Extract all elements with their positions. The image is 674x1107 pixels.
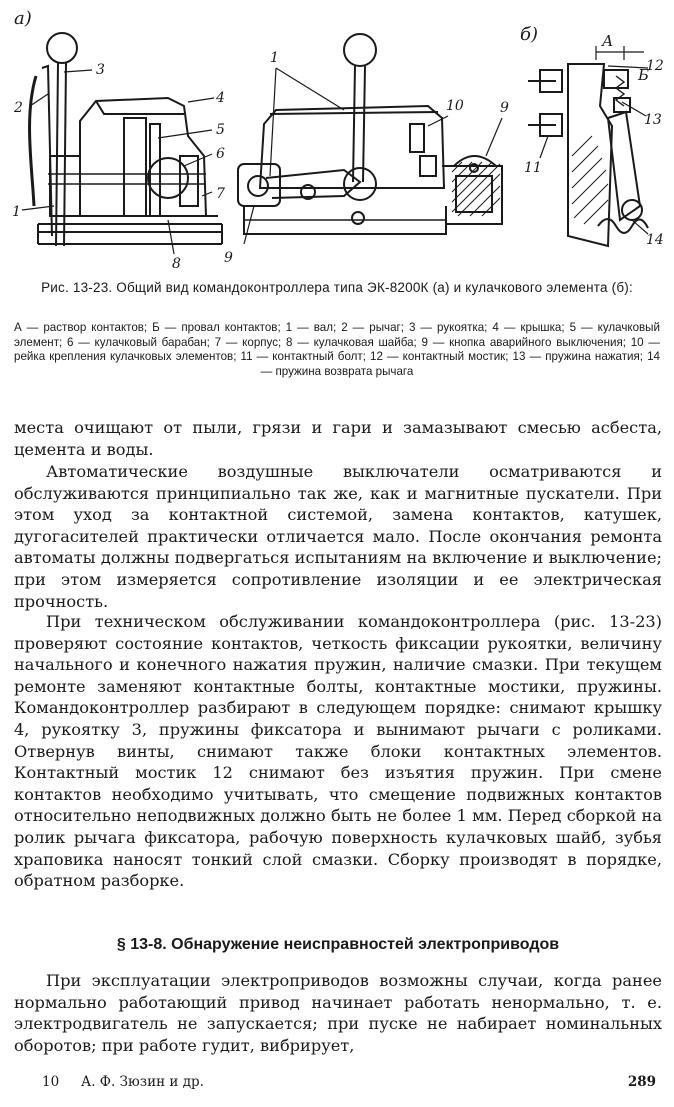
callout-label: 1 — [12, 204, 21, 220]
page-footer — [14, 1074, 660, 1094]
callout-label: 7 — [216, 186, 225, 202]
technical-drawing-figure — [8, 6, 670, 274]
page-number: 289 — [627, 1074, 656, 1090]
callout-label: 9 — [224, 250, 233, 266]
handle-knob-b — [344, 34, 376, 66]
dimension-label-a: А — [602, 32, 614, 50]
handle-knob-a — [47, 33, 77, 63]
figure-hatching — [452, 136, 608, 224]
callout-label: 6 — [216, 146, 225, 162]
controller-drawing — [8, 6, 670, 274]
section-heading: § 13-8. Обнаружение неисправностей электроприводов — [116, 936, 560, 953]
subfigure-label-b: б) — [520, 24, 539, 45]
callout-label: 13 — [644, 112, 662, 128]
callout-label: 2 — [14, 100, 23, 116]
subfigure-label-a: а) — [14, 8, 32, 29]
figure-caption-title: Рис. 13-23. Общий вид командоконтроллера типа ЭК-8200К (а) и кулачкового элемента (б): — [41, 280, 633, 295]
paragraph-circuit-breakers: Автоматические воздушные выключатели осматриваются и обслуживаются принципиально так же, как и магнитные пускатели. При этом уход за контактной системой, замена контактов, катушек, дугогасителей практически отличается мало. После окончания ремонта автоматы должны подвергаться испытаниям на включение и выключение; при этом измеряется сопротивление изоляции и ее электрическая прочность. — [14, 462, 662, 611]
callout-label: 5 — [216, 122, 225, 138]
callout-label: 12 — [646, 58, 664, 74]
paragraph-continuation: места очищают от пыли, грязи и гари и замазывают смесью асбеста, цемента и воды. — [14, 418, 662, 459]
callout-label: 8 — [172, 256, 181, 272]
paragraph-controller-maintenance: При техническом обслуживании командоконтроллера (рис. 13-23) проверяют состояние контактов, четкость фиксации рукоятки, величину начального и конечного нажатия пружин, наличие смазки. При текущем ремонте заменяют контактные болты, контактные мостики, пружины. Командоконтроллер разбирают в следующем порядке: снимают крышку 4, рукоятку 3, пружины фиксатора и вынимают рычаги с роликами. Отвернув винты, снимают также блоки контактных элементов. Контактный мостик 12 снимают без изъятия пружин. При смене контактов необходимо учитывать, что смещение подвижных контактов относительно неподвижных должно быть не более 1 мм. Перед сборкой на ролик рычага фиксатора, рабочую поверхность кулачковых шайб, зубья храповика наносят тонкий слой смазки. Сборку производят в порядке, обратном разборке. — [14, 612, 662, 891]
callout-label: 1 — [270, 50, 279, 66]
callout-label: 4 — [216, 90, 225, 106]
callout-label: 9 — [500, 100, 509, 116]
footer-author: А. Ф. Зюзин и др. — [81, 1074, 204, 1090]
paragraph-fault-detection: При эксплуатации электроприводов возможны случаи, когда ранее нормально работающий привод начинает работать ненормально, т. е. электродвигатель не запускается; при пуске не набирает номинальных оборотов; при работе гудит, вибрирует, — [14, 971, 662, 1055]
callout-label: 10 — [446, 98, 464, 114]
callout-label: 11 — [524, 160, 542, 176]
callout-label: 3 — [96, 62, 105, 78]
callout-label: 14 — [646, 232, 664, 248]
dimension-label-b: Б — [638, 66, 650, 84]
signature-mark: 10 — [42, 1074, 60, 1090]
figure-caption-legend: А — раствор контактов; Б — провал контактов; 1 — вал; 2 — рычаг; 3 — рукоятка; 4 — крышка; 5 — кулачковый элемент; 6 — кулачковый барабан; 7 — корпус; 8 — кулачковая шайба; 9 — кнопка аварийного выключения; 10 — рейка крепления кулачковых элементов; 11 — контактный болт; 12 — контактный мостик; 13 — пружина нажатия; 14 — пружина возврата рычага — [14, 321, 660, 378]
